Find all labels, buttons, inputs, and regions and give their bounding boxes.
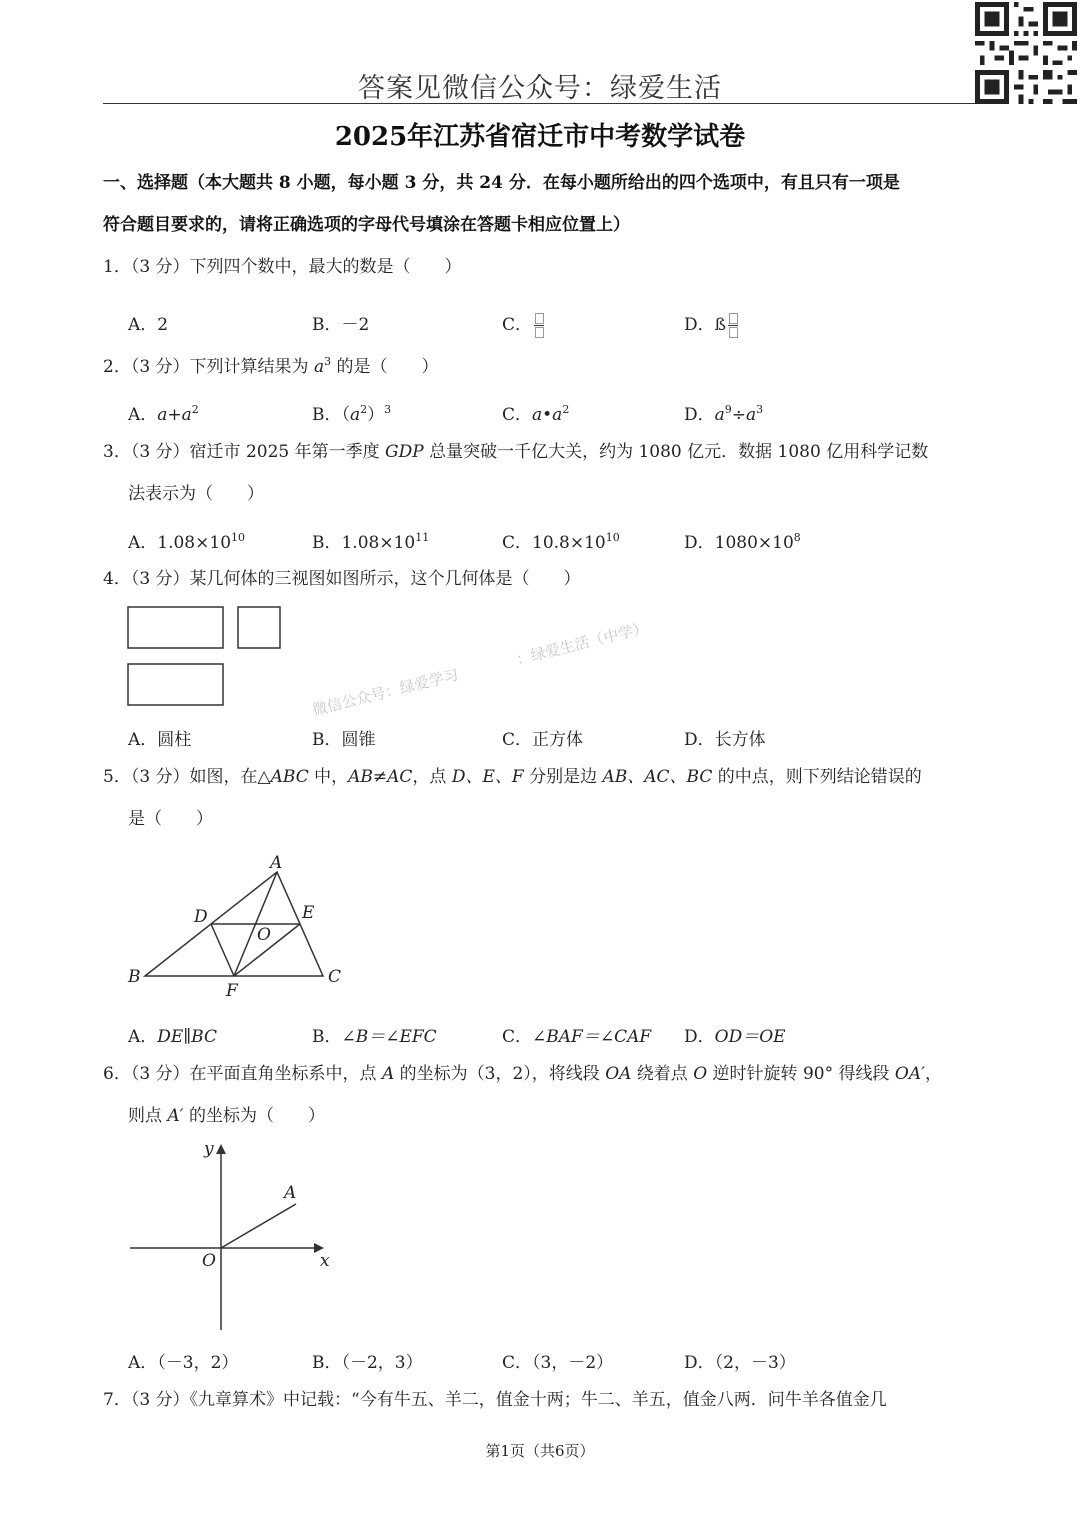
page-title: 2025年江苏省宿迁市中考数学试卷 bbox=[334, 122, 746, 152]
q3-option-b bbox=[312, 528, 429, 553]
question-6-line-2 bbox=[128, 1095, 983, 1137]
q2-b-outer-exp: 3 bbox=[384, 403, 392, 416]
section-heading-line-1: 一、选择题（本大题共 8 小题，每小题 3 分，共 24 分．在每小题所给出的四个选项中，有且只有一项是 bbox=[103, 173, 900, 193]
label-f: F bbox=[226, 981, 238, 998]
q5-c-label: C． bbox=[502, 1027, 533, 1047]
question-4-stem: 4．（3 分）某几何体的三视图如图所示，这个几何体是（ ） bbox=[103, 569, 581, 589]
q1-option-d bbox=[684, 310, 738, 339]
q6-option-d: D．（2，－3） bbox=[684, 1353, 796, 1373]
question-2-stem bbox=[103, 346, 983, 388]
q3-d-text: D．1080×10 bbox=[684, 533, 794, 553]
q2-option-b bbox=[312, 400, 391, 425]
q2-c-label: C． bbox=[502, 405, 533, 425]
q2-a-exp: 2 bbox=[191, 403, 199, 416]
q4-option-c: C．正方体 bbox=[502, 730, 584, 750]
q6-mid1: 的坐标为（3，2），将线段 bbox=[394, 1064, 606, 1084]
q2-a-expr: a+a bbox=[157, 405, 192, 425]
q3-a-exp: 10 bbox=[231, 531, 246, 544]
q5-abc: ABC bbox=[270, 767, 309, 787]
label-c: C bbox=[328, 967, 342, 987]
qr-code-icon bbox=[975, 2, 1077, 104]
watermark: 微信公众号：绿爱学习 ：绿爱生活（中学） bbox=[310, 618, 650, 720]
q3-line1-suffix: 总量突破一千亿大关，约为 1080 亿元．数据 1080 亿用科学记数 bbox=[423, 442, 929, 462]
label-d: D bbox=[194, 907, 208, 927]
q3-c-exp: 10 bbox=[605, 531, 620, 544]
q1-option-b: B．－2 bbox=[312, 315, 370, 335]
q2-a-label: A． bbox=[128, 405, 158, 425]
question-7-stem: 7．（3 分）《九章算术》中记载：“今有牛五、羊二，值金十两；牛二、羊五，值金八两．问牛羊各值金几 bbox=[103, 1390, 887, 1410]
question-6-line-1 bbox=[103, 1053, 983, 1095]
q3-b-exp: 11 bbox=[415, 531, 430, 544]
q2-d-div: ÷ bbox=[731, 405, 747, 425]
q2-d-b: a bbox=[746, 405, 757, 425]
question-5-line-2: 是（ ） bbox=[128, 809, 213, 829]
q6-option-c: C．（3，－2） bbox=[502, 1353, 614, 1373]
question-5-line-1 bbox=[103, 756, 983, 798]
segment-df bbox=[211, 924, 234, 976]
q2-option-d bbox=[684, 400, 763, 425]
q2-c-exp: 2 bbox=[562, 403, 570, 416]
q5-mid4: 的中点，则下列结论错误的 bbox=[712, 767, 922, 787]
q2-b-exp: 2 bbox=[360, 403, 368, 416]
q5-a-text: DE∥BC bbox=[157, 1027, 217, 1047]
q2-d-exp1: 9 bbox=[724, 403, 732, 416]
q2-stem-exp: 3 bbox=[324, 355, 332, 368]
top-view-rect bbox=[128, 664, 223, 705]
q6-line2-prefix: 则点 bbox=[128, 1106, 168, 1126]
q4-option-d: D．长方体 bbox=[684, 730, 766, 750]
coordinate-figure bbox=[120, 1138, 350, 1338]
q2-d-label: D． bbox=[684, 405, 715, 425]
q2-stem-prefix: 2．（3 分）下列计算结果为 bbox=[103, 357, 314, 377]
q5-c-text: ∠BAF＝∠CAF bbox=[532, 1027, 652, 1047]
q6-option-a: A．（－3，2） bbox=[128, 1353, 239, 1373]
q1-option-d-label: D．ß bbox=[684, 315, 726, 335]
label-a: A bbox=[270, 853, 283, 873]
header-divider bbox=[103, 103, 976, 104]
label-origin: O bbox=[202, 1251, 216, 1271]
q5-option-a bbox=[128, 1022, 217, 1047]
side-view-rect bbox=[238, 607, 280, 648]
q2-b-close: ） bbox=[367, 405, 385, 425]
q6-oa: OA bbox=[605, 1064, 632, 1084]
front-view-rect bbox=[128, 607, 223, 648]
q3-gdp: GDP bbox=[385, 442, 424, 462]
fraction-placeholder-icon bbox=[728, 312, 738, 339]
q5-prefix: 5．（3 分）如图，在△ bbox=[103, 767, 271, 787]
triangle-figure bbox=[120, 848, 360, 998]
q2-option-a bbox=[128, 400, 199, 425]
q6-mid2: 绕着点 bbox=[631, 1064, 694, 1084]
q2-d-exp2: 3 bbox=[756, 403, 764, 416]
question-3-line-2: 法表示为（ ） bbox=[128, 484, 264, 504]
label-e: E bbox=[302, 903, 315, 923]
label-y: y bbox=[204, 1139, 214, 1159]
q5-b-label: B． bbox=[312, 1027, 342, 1047]
q3-line1-prefix: 3．（3 分）宿迁市 2025 年第一季度 bbox=[103, 442, 386, 462]
q3-a-text: A．1.08×10 bbox=[128, 533, 232, 553]
q5-option-b bbox=[312, 1022, 437, 1047]
q5-b-text: ∠B＝∠EFC bbox=[341, 1027, 437, 1047]
question-3-line-1 bbox=[103, 431, 983, 473]
q5-sides: AB、AC、BC bbox=[602, 767, 713, 787]
q2-stem-suffix: 的是（ ） bbox=[331, 357, 439, 377]
q6-oa2: OA′ bbox=[894, 1064, 925, 1084]
q6-o: O bbox=[693, 1064, 708, 1084]
q2-stem-var: a bbox=[313, 357, 325, 377]
q3-option-a bbox=[128, 528, 245, 553]
q4-option-a: A．圆柱 bbox=[128, 730, 192, 750]
fraction-placeholder-icon bbox=[534, 312, 544, 339]
section-heading-line-2: 符合题目要求的，请将正确选项的字母代号填涂在答题卡相应位置上） bbox=[103, 215, 630, 235]
page-footer: 第1页（共6页） bbox=[485, 1442, 595, 1460]
segment-oa bbox=[221, 1204, 296, 1248]
label-a: A bbox=[284, 1183, 297, 1203]
page-header-text: 答案见微信公众号：绿爱生活 bbox=[358, 73, 722, 104]
q5-def: D、E、F bbox=[451, 767, 524, 787]
q6-a-prime: A′ bbox=[167, 1106, 184, 1126]
q6-end: ， bbox=[924, 1064, 942, 1084]
q2-c-expr: a•a bbox=[532, 405, 563, 425]
q2-d-a: a bbox=[714, 405, 725, 425]
label-b: B bbox=[128, 967, 141, 987]
q5-ab-ne-ac: AB≠AC bbox=[348, 767, 413, 787]
label-o: O bbox=[257, 925, 271, 945]
q3-b-text: B．1.08×10 bbox=[312, 533, 416, 553]
q5-mid1: 中， bbox=[308, 767, 349, 787]
q6-a: A bbox=[381, 1064, 395, 1084]
question-1-stem: 1．（3 分）下列四个数中，最大的数是（ ） bbox=[103, 257, 462, 277]
q5-option-d bbox=[684, 1022, 786, 1047]
q5-d-text: OD＝OE bbox=[714, 1027, 786, 1047]
q6-prefix: 6．（3 分）在平面直角坐标系中，点 bbox=[103, 1064, 382, 1084]
q1-option-c bbox=[502, 310, 544, 339]
q1-option-c-label: C． bbox=[502, 315, 533, 335]
q2-b-label: B．（ bbox=[312, 405, 350, 425]
q6-mid3: 逆时针旋转 90° 得线段 bbox=[707, 1064, 895, 1084]
label-x: x bbox=[320, 1251, 330, 1271]
q3-d-exp: 8 bbox=[793, 531, 801, 544]
q2-b-expr: a bbox=[350, 405, 361, 425]
q5-mid3: 分别是边 bbox=[523, 767, 603, 787]
q1-option-a: A．2 bbox=[128, 315, 169, 335]
q6-line2-suffix: 的坐标为（ ） bbox=[183, 1106, 325, 1126]
q3-c-text: C．10.8×10 bbox=[502, 533, 606, 553]
q2-option-c bbox=[502, 400, 569, 425]
q5-mid2: ，点 bbox=[412, 767, 452, 787]
three-view-figure bbox=[120, 600, 300, 715]
y-axis-arrow-icon bbox=[216, 1144, 226, 1154]
q6-option-b: B．（－2，3） bbox=[312, 1353, 423, 1373]
q5-option-c bbox=[502, 1022, 651, 1047]
q3-option-c bbox=[502, 528, 620, 553]
q5-a-label: A． bbox=[128, 1027, 158, 1047]
q4-option-b: B．圆锥 bbox=[312, 730, 376, 750]
q3-option-d bbox=[684, 528, 801, 553]
q5-d-label: D． bbox=[684, 1027, 715, 1047]
